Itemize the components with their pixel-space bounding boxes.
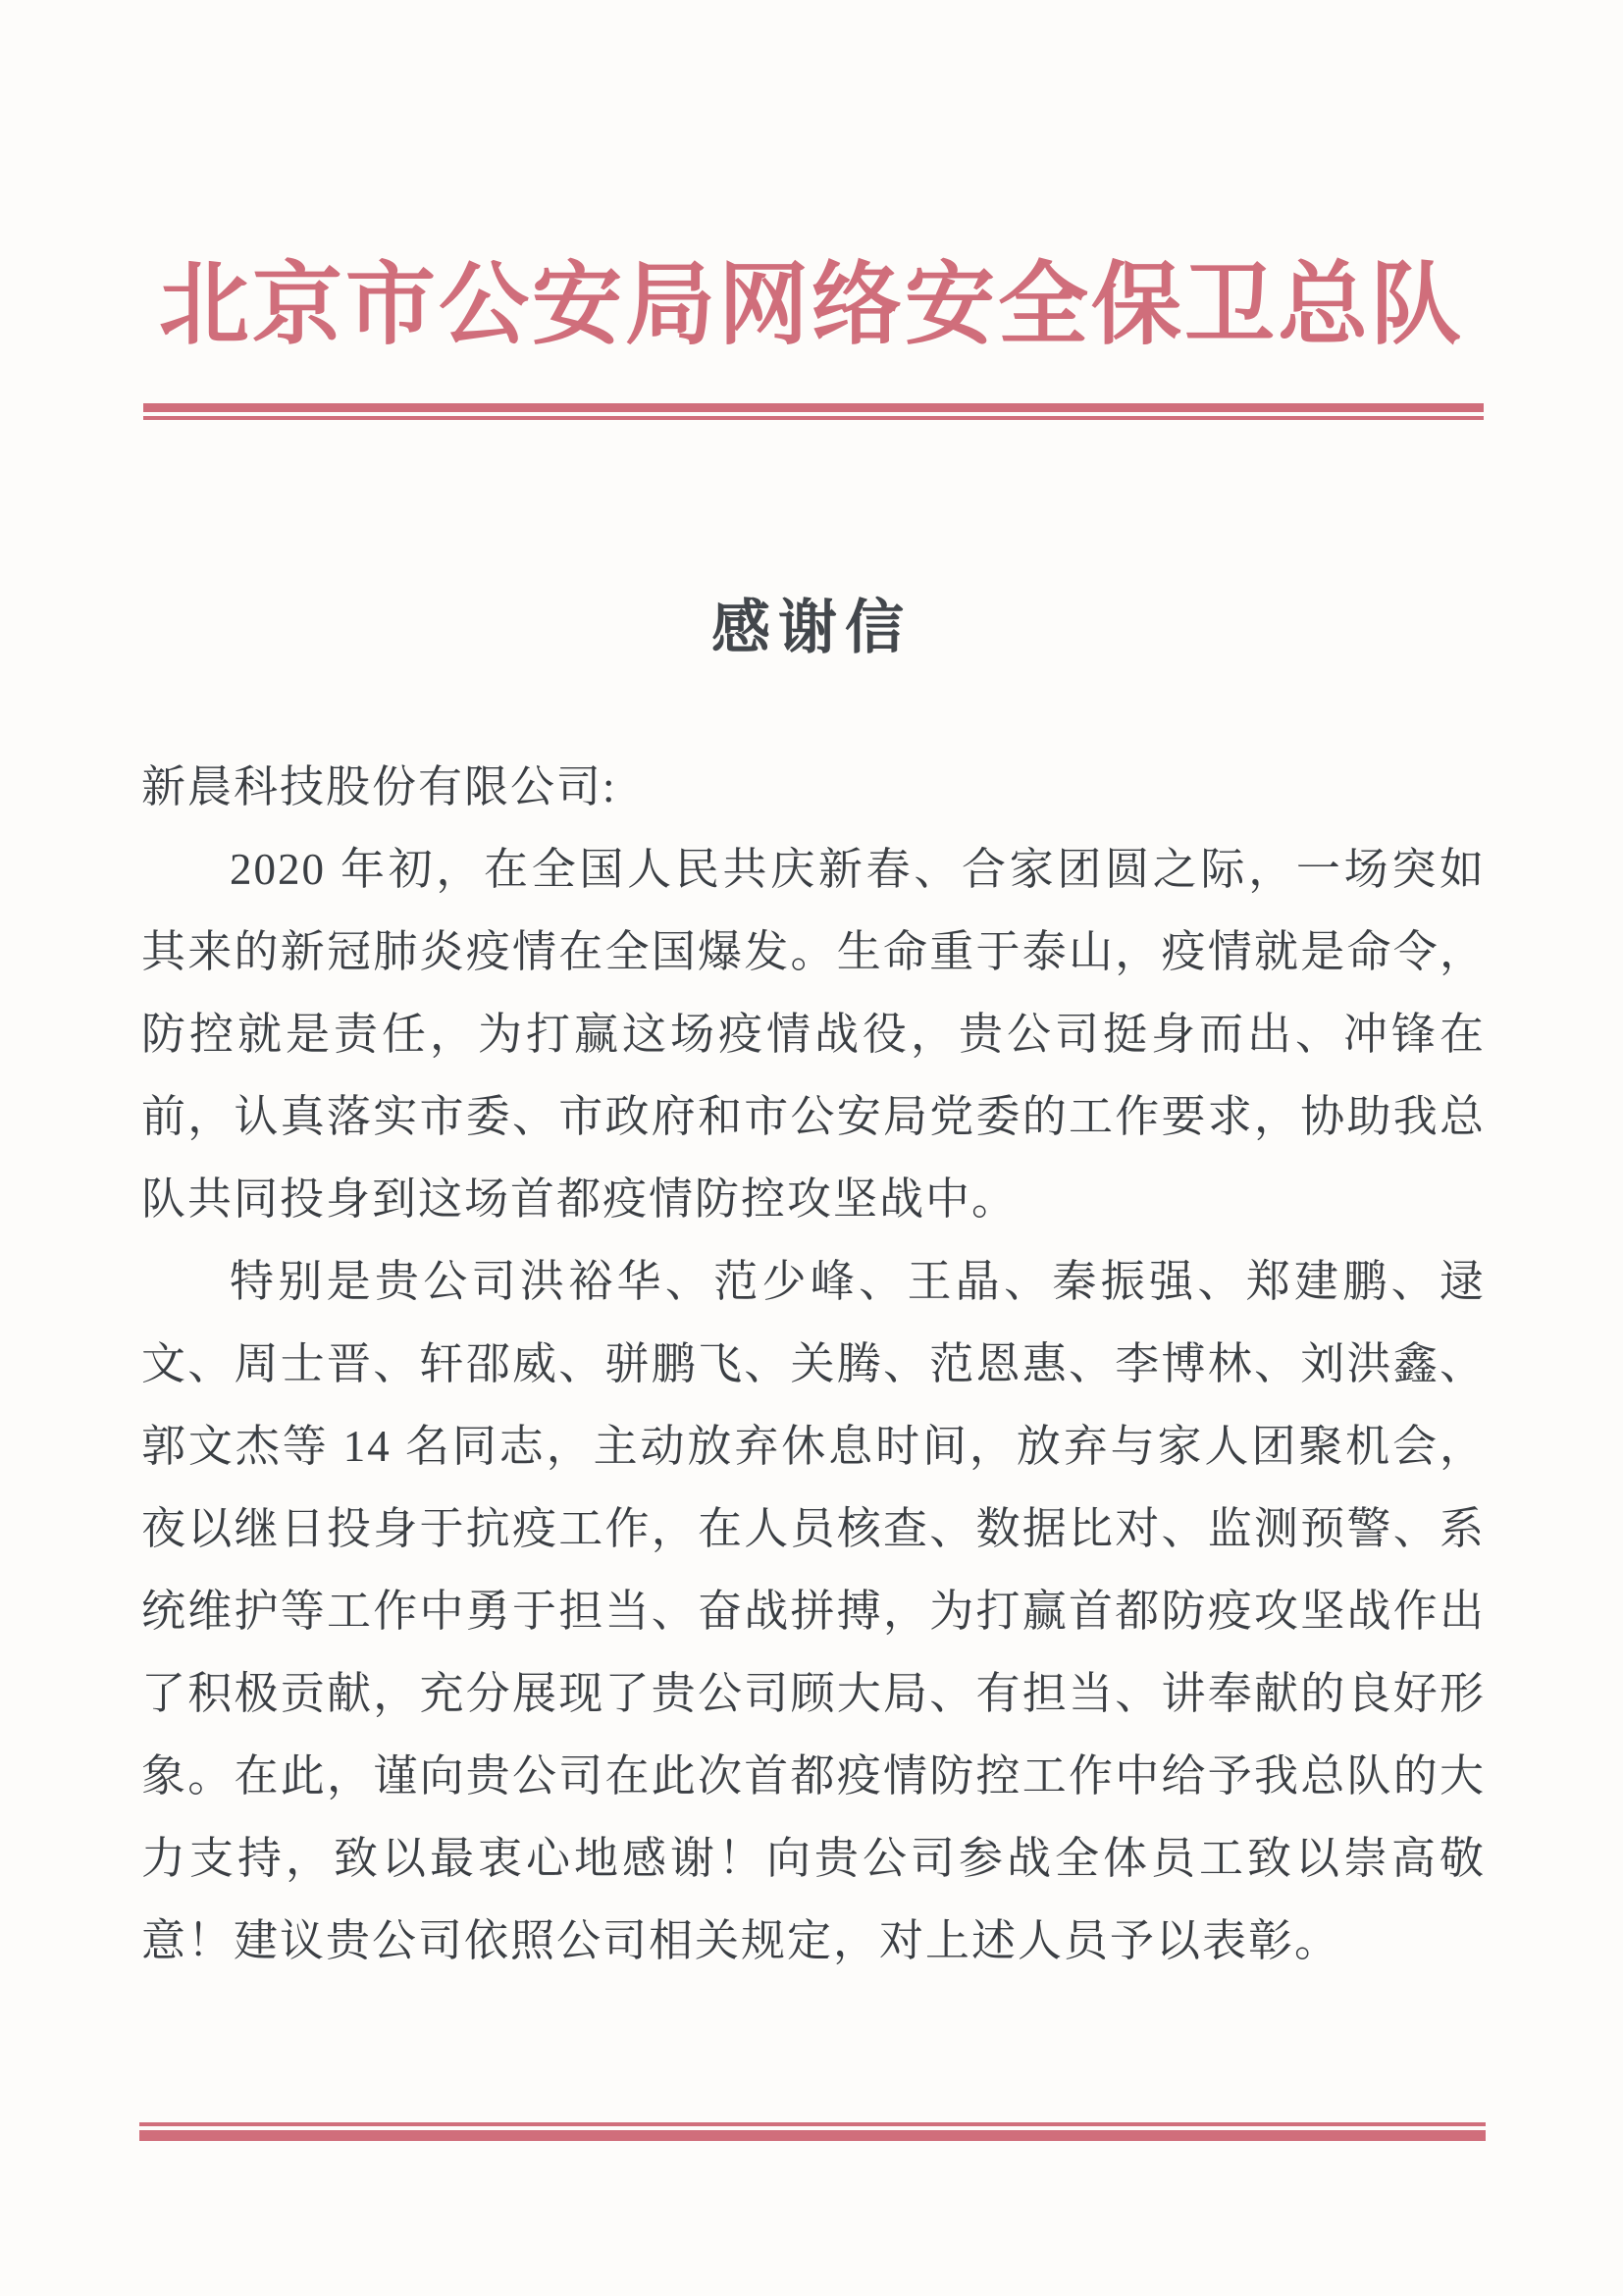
footer-separator — [139, 2122, 1486, 2141]
letter-title: 感谢信 — [711, 596, 912, 660]
salutation: 新晨科技股份有限公司: — [141, 762, 617, 811]
body-paragraph-2: 特别是贵公司洪裕华、范少峰、王晶、秦振强、郑建鹏、逯文、周士晋、轩邵威、骈鹏飞、关腾、范恩惠、李博林、刘洪鑫、郭文杰等 14 名同志，主动放弃休息时间，放弃与家人团聚机会，夜以继日投身于抗疫工作，在人员核查、数据比对、监测预警、系统维护等工作中勇于担当、奋战拼搏，为打赢首都防疫攻坚战作出了积极贡献，充分展现了贵公司顾大局、有担当、讲奉献的良好形象。在此，谨向贵公司在此次首都疫情防控工作中给予我总队的大力支持，致以最衷心地感谢！向贵公司参战全体员工致以崇高敬意！建议贵公司依照公司相关规定，对上述人员予以表彰。 — [141, 1257, 1486, 1965]
separator-thin-line — [143, 416, 1484, 420]
separator-thick-line — [139, 2130, 1486, 2141]
body-paragraph-1: 2020 年初，在全国人民共庆新春、合家团圆之际，一场突如其来的新冠肺炎疫情在全国爆发。生命重于泰山，疫情就是命令，防控就是责任，为打赢这场疫情战役，贵公司挺身而出、冲锋在前，认真落实市委、市政府和市公安局党委的工作要求，协助我总队共同投身到这场首都疫情防控攻坚战中。 — [141, 845, 1486, 1224]
letterhead-title: 北京市公安局网络安全保卫总队 — [158, 255, 1464, 355]
letterhead-separator — [143, 403, 1484, 420]
letter-body — [141, 746, 1486, 1982]
separator-thick-line — [143, 403, 1484, 412]
